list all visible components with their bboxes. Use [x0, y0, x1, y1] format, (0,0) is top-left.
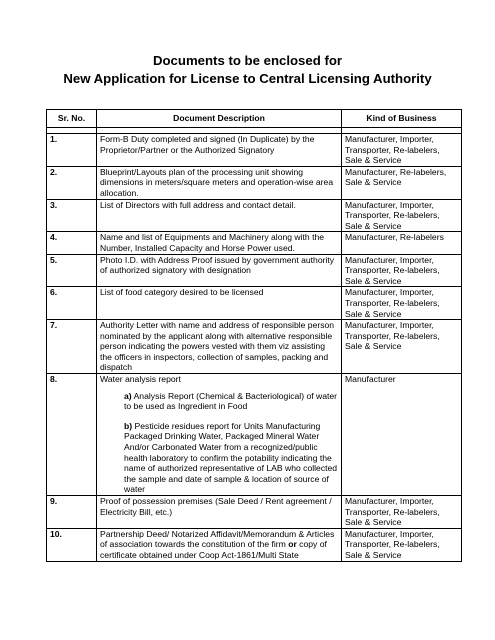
- table-row: [47, 254, 462, 287]
- row-kind: Manufacturer, Importer, Transporter, Re-labelers, Sale & Service: [342, 134, 462, 167]
- table-row: [47, 232, 462, 254]
- row-kind: Manufacturer, Importer, Transporter, Re-labelers, Sale & Service: [342, 287, 462, 320]
- row-sr-no: 9.: [47, 496, 97, 529]
- row-sr-no: 8.: [47, 374, 97, 496]
- row-description: [97, 374, 342, 496]
- item-b-label: b): [124, 420, 133, 431]
- water-report-item-b: [124, 421, 338, 495]
- table-row: [47, 496, 462, 529]
- documents-table: [46, 109, 462, 562]
- row-kind: Manufacturer, Importer, Transporter, Re-labelers, Sale & Service: [342, 528, 462, 561]
- row-description: Form-B Duty completed and signed (In Duplicate) by the Proprietor/Partner or the Authorized Signatory: [97, 134, 342, 167]
- row-sr-no: 1.: [47, 134, 97, 167]
- row-sr-no: 4.: [47, 232, 97, 254]
- table-row: [47, 199, 462, 232]
- row-kind: Manufacturer, Re-labelers: [342, 232, 462, 254]
- table-row: [47, 166, 462, 199]
- row-sr-no: 7.: [47, 320, 97, 374]
- row-sr-no: 3.: [47, 199, 97, 232]
- row-description: List of food category desired to be licensed: [97, 287, 342, 320]
- water-report-heading: Water analysis report: [100, 374, 181, 385]
- table-row: [47, 528, 462, 561]
- row-sr-no: 10.: [47, 528, 97, 561]
- row-description: [97, 528, 342, 561]
- table-row: [47, 134, 462, 167]
- item-a-text: Analysis Report (Chemical & Bacteriological) of water to be used as Ingredient in Food: [124, 390, 338, 412]
- row-sr-no: 2.: [47, 166, 97, 199]
- row-description: Name and list of Equipments and Machinery along with the Number, Installed Capacity and Horse Power used.: [97, 232, 342, 254]
- row-kind: Manufacturer: [342, 374, 462, 496]
- row-description: Photo I.D. with Address Proof issued by government authority of authorized signatory with designation: [97, 254, 342, 287]
- table-row: [47, 287, 462, 320]
- row-description: Authority Letter with name and address of responsible person nominated by the applicant along with alternative responsible person indicating the powers vested with them viz assisting the officers in inspectors, collection of samples, packing and dispatch: [97, 320, 342, 374]
- row-description: Proof of possession premises (Sale Deed / Rent agreement / Electricity Bill, etc.): [97, 496, 342, 529]
- row-kind: Manufacturer, Importer, Transporter, Re-labelers, Sale & Service: [342, 496, 462, 529]
- header-document-description: Document Description: [97, 110, 342, 128]
- row-kind: Manufacturer, Importer, Transporter, Re-labelers, Sale & Service: [342, 199, 462, 232]
- row-description: List of Directors with full address and contact detail.: [97, 199, 342, 232]
- row-kind: Manufacturer, Importer, Transporter, Re-labelers, Sale & Service: [342, 320, 462, 374]
- table-row: [47, 374, 462, 496]
- row-sr-no: 6.: [47, 287, 97, 320]
- document-title-line-1: Documents to be enclosed for: [152, 53, 343, 68]
- water-report-item-a: [124, 391, 338, 412]
- row-sr-no: 5.: [47, 254, 97, 287]
- desc-part-2: copy of certificate obtained under Coop Act-1861/Multi State: [100, 539, 327, 560]
- header-sr-no: Sr. No.: [47, 110, 97, 128]
- row-kind: Manufacturer, Re-labelers, Sale & Service: [342, 166, 462, 199]
- table-header-row: [47, 110, 462, 128]
- row-description: Blueprint/Layouts plan of the processing unit showing dimensions in meters/square meters and operation-wise area allocation.: [97, 166, 342, 199]
- table-row: [47, 320, 462, 374]
- header-kind-of-business: Kind of Business: [342, 110, 462, 128]
- item-a-label: a): [124, 390, 132, 401]
- document-title-line-2: New Application for License to Central Licensing Authority: [63, 71, 432, 86]
- desc-part-1: Partnership Deed/ Notarized Affidavit/Memorandum & Articles of association towards the constitution of the firm: [100, 528, 335, 550]
- item-b-text: Pesticide residues report for Units Manufacturing Packaged Drinking Water, Packaged Mineral Water And/or Carbonated Water from a recognized/public health laboratory to confirm the potability indicating the name of authorized representative of LAB who collected the sample and date of sample & location of source of water: [124, 420, 338, 495]
- row-kind: Manufacturer, Importer, Transporter, Re-labelers, Sale & Service: [342, 254, 462, 287]
- desc-bold-or: or: [288, 539, 297, 550]
